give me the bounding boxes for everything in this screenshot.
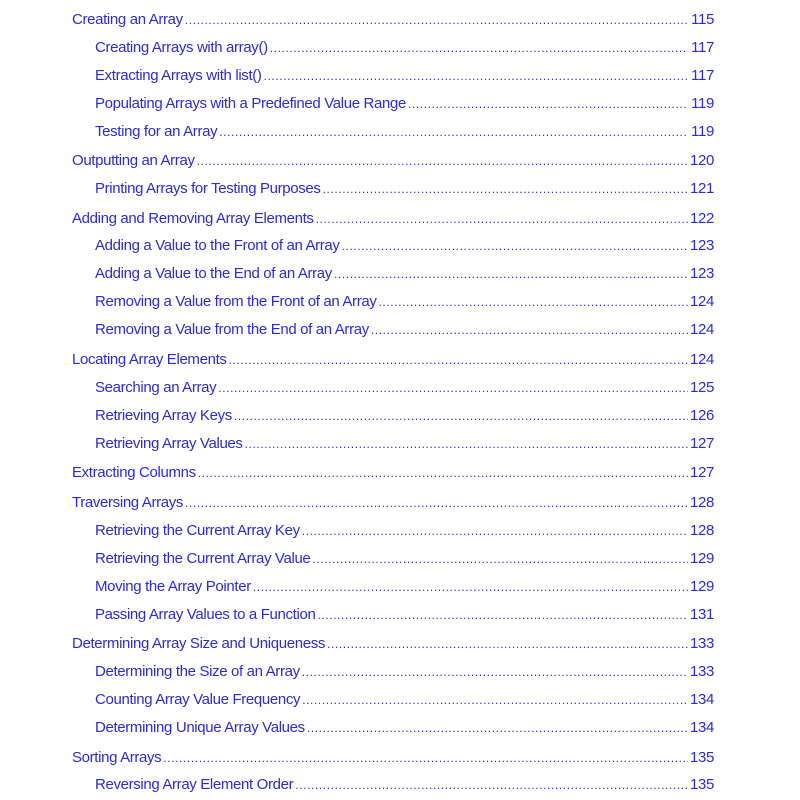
toc-entry[interactable] (95, 92, 714, 116)
toc-entry-page-number: 124 (690, 321, 714, 338)
toc-entry[interactable] (95, 575, 714, 599)
toc-dot-leader (234, 404, 688, 428)
toc-entry-title: Extracting Arrays with list() (95, 67, 262, 84)
toc-dot-leader (378, 290, 688, 314)
toc-entry-title: Creating an Array (72, 11, 183, 28)
toc-entry[interactable] (95, 432, 714, 456)
toc-entry[interactable] (72, 461, 714, 485)
toc-entry-title: Traversing Arrays (72, 494, 184, 511)
toc-entry-page-number: 115 (691, 11, 714, 28)
toc-dot-leader (327, 632, 688, 656)
toc-entry-page-number: 123 (690, 237, 714, 254)
toc-entry[interactable] (95, 519, 714, 543)
toc-entry-page-number: 119 (691, 123, 714, 140)
toc-entry-title: Sorting Arrays (72, 749, 162, 766)
toc-entry-title: Testing for an Array (95, 123, 218, 140)
toc-dot-leader (295, 773, 688, 797)
toc-entry[interactable] (72, 8, 714, 32)
toc-entry-page-number: 123 (690, 265, 714, 282)
toc-entry-page-number: 121 (690, 180, 714, 197)
toc-dot-leader (219, 120, 688, 144)
toc-entry-page-number: 134 (690, 691, 714, 708)
toc-entry[interactable] (72, 491, 714, 515)
toc-entry-title: Extracting Columns (72, 464, 196, 481)
toc-entry-title: Outputting an Array (72, 152, 195, 169)
toc-dot-leader (323, 177, 688, 201)
toc-dot-leader (163, 746, 688, 770)
toc-dot-leader (408, 92, 688, 116)
toc-entry[interactable] (72, 632, 714, 656)
toc-entry-page-number: 117 (691, 67, 714, 84)
toc-dot-leader (245, 432, 688, 456)
toc-entry-title: Adding a Value to the Front of an Array (95, 237, 340, 254)
toc-entry-page-number: 131 (690, 606, 714, 623)
toc-dot-leader (307, 716, 688, 740)
toc-entry-title: Determining Unique Array Values (95, 719, 305, 736)
toc-entry[interactable] (95, 262, 714, 286)
toc-entry-title: Adding a Value to the End of an Array (95, 265, 332, 282)
toc-dot-leader (302, 519, 688, 543)
toc-entry-title: Printing Arrays for Testing Purposes (95, 180, 321, 197)
toc-entry-title: Retrieving Array Keys (95, 407, 232, 424)
toc-dot-leader (371, 318, 688, 342)
toc-entry[interactable] (95, 547, 714, 571)
toc-entry[interactable] (95, 404, 714, 428)
toc-dot-leader (316, 207, 688, 231)
toc-entry[interactable] (95, 376, 714, 400)
toc-entry-page-number: 124 (690, 351, 714, 368)
toc-entry-title: Determining the Size of an Array (95, 663, 300, 680)
toc-entry-page-number: 128 (690, 494, 714, 511)
toc-entry-title: Retrieving the Current Array Key (95, 522, 300, 539)
toc-dot-leader (342, 234, 688, 258)
toc-entry[interactable] (95, 290, 714, 314)
toc-entry-page-number: 119 (691, 95, 714, 112)
toc-entry-title: Removing a Value from the Front of an Array (95, 293, 377, 310)
toc-entry-title: Adding and Removing Array Elements (72, 210, 314, 227)
toc-entry-title: Removing a Value from the End of an Array (95, 321, 369, 338)
toc-entry-page-number: 124 (690, 293, 714, 310)
toc-entry[interactable] (95, 660, 714, 684)
toc-dot-leader (302, 688, 688, 712)
toc-entry-page-number: 133 (690, 663, 714, 680)
toc-entry-page-number: 122 (690, 210, 714, 227)
toc-dot-leader (270, 36, 688, 60)
toc-entry-page-number: 129 (690, 578, 714, 595)
toc-entry-page-number: 120 (690, 152, 714, 169)
toc-entry-title: Populating Arrays with a Predefined Value Range (95, 95, 406, 112)
toc-entry-page-number: 135 (690, 776, 714, 793)
toc-entry-title: Determining Array Size and Uniqueness (72, 635, 326, 652)
toc-entry[interactable] (95, 64, 714, 88)
toc-entry-page-number: 135 (690, 749, 714, 766)
toc-entry-title: Retrieving the Current Array Value (95, 550, 311, 567)
toc-entry-title: Moving the Array Pointer (95, 578, 251, 595)
toc-entry-page-number: 133 (690, 635, 714, 652)
toc-entry-page-number: 127 (690, 464, 714, 481)
toc-entry[interactable] (95, 177, 714, 201)
toc-entry-page-number: 128 (690, 522, 714, 539)
toc-dot-leader (312, 547, 688, 571)
toc-dot-leader (197, 149, 688, 173)
toc-entry[interactable] (95, 773, 714, 797)
toc-entry[interactable] (95, 234, 714, 258)
toc-entry[interactable] (72, 149, 714, 173)
toc-entry-page-number: 129 (690, 550, 714, 567)
toc-entry-title: Reversing Array Element Order (95, 776, 294, 793)
toc-entry[interactable] (95, 120, 714, 144)
toc-dot-leader (317, 603, 688, 627)
toc-dot-leader (302, 660, 688, 684)
toc-dot-leader (185, 8, 688, 32)
toc-entry[interactable] (72, 348, 714, 372)
toc-entry-page-number: 117 (691, 39, 714, 56)
toc-entry[interactable] (95, 688, 714, 712)
toc-entry[interactable] (95, 36, 714, 60)
toc-entry[interactable] (95, 603, 714, 627)
toc-entry[interactable] (95, 318, 714, 342)
toc-dot-leader (334, 262, 688, 286)
toc-dot-leader (198, 461, 688, 485)
toc-dot-leader (264, 64, 688, 88)
toc-entry[interactable] (95, 716, 714, 740)
toc-entry-title: Searching an Array (95, 379, 217, 396)
toc-dot-leader (253, 575, 688, 599)
toc-entry-title: Counting Array Value Frequency (95, 691, 301, 708)
toc-entry-title: Locating Array Elements (72, 351, 227, 368)
toc-entry-page-number: 126 (690, 407, 714, 424)
toc-entry-page-number: 134 (690, 719, 714, 736)
toc-entry-title: Retrieving Array Values (95, 435, 243, 452)
toc-dot-leader (218, 376, 688, 400)
toc-entry-page-number: 125 (690, 379, 714, 396)
toc-dot-leader (229, 348, 688, 372)
toc-entry-title: Creating Arrays with array() (95, 39, 268, 56)
toc-entry-title: Passing Array Values to a Function (95, 606, 316, 623)
toc-entry[interactable] (72, 746, 714, 770)
toc-entry-page-number: 127 (690, 435, 714, 452)
toc-entry[interactable] (72, 207, 714, 231)
toc-dot-leader (185, 491, 688, 515)
